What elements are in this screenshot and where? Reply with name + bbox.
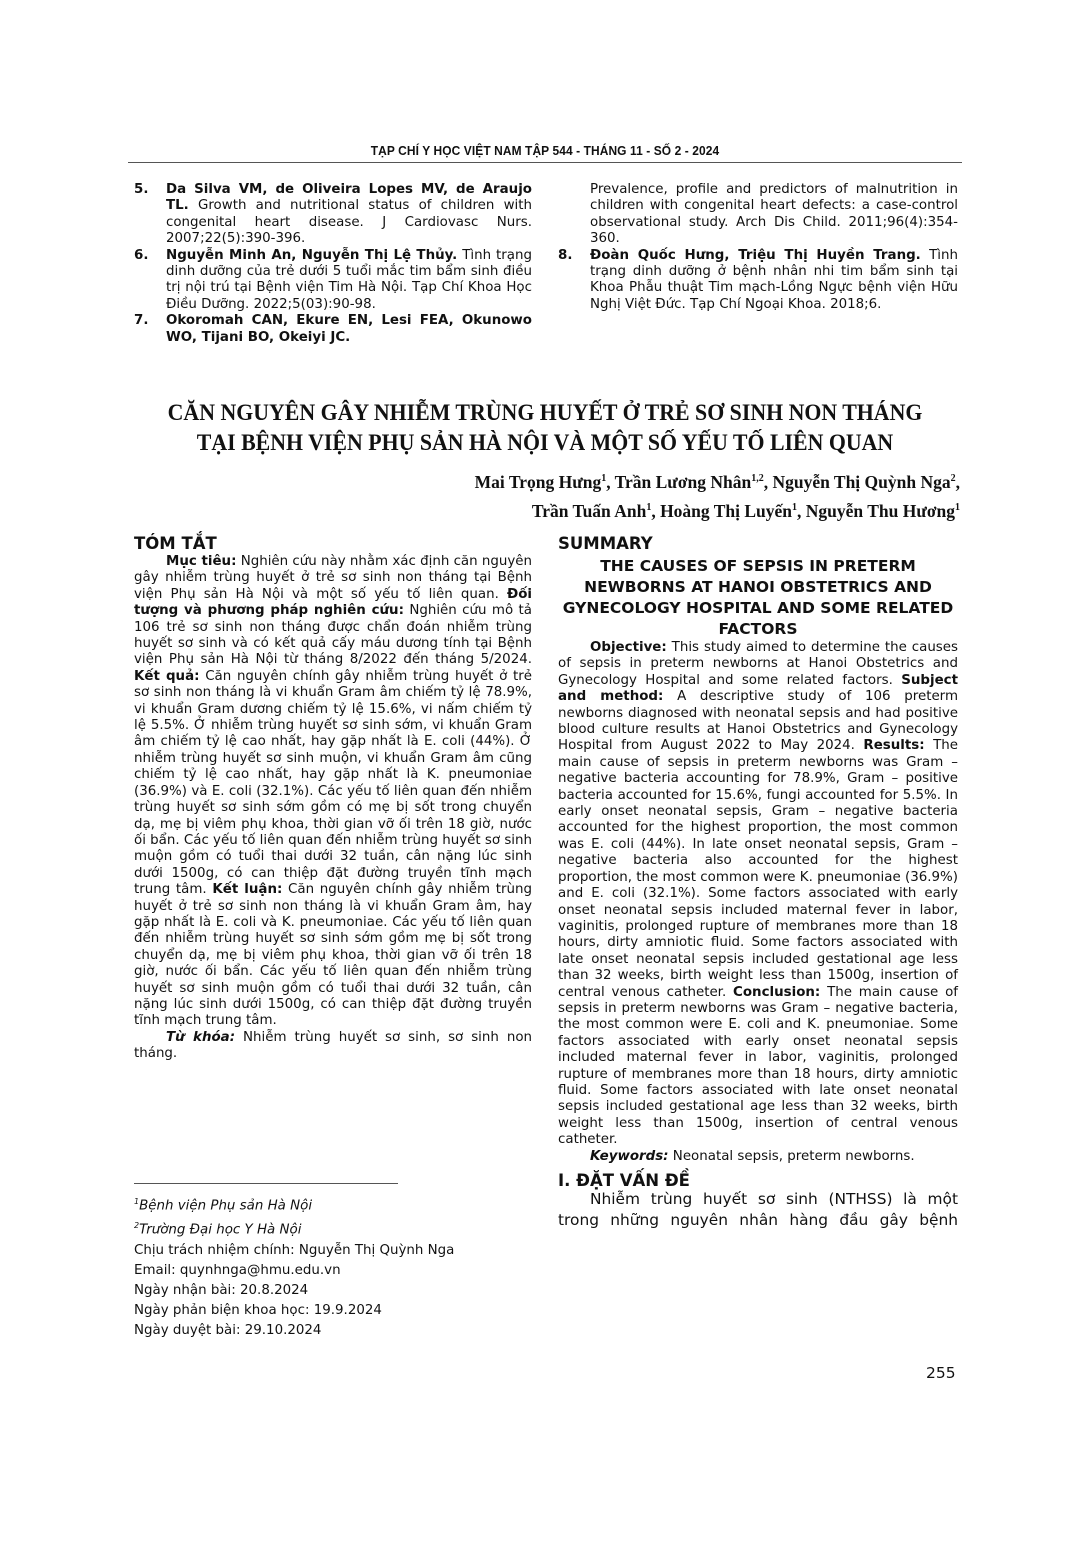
author-affiliation: 2 (950, 473, 956, 484)
keywords (134, 1030, 532, 1063)
author-name: Trần Lương Nhân (614, 471, 752, 492)
references-right (558, 182, 958, 313)
footnotes (134, 1192, 534, 1341)
corresponding-email: Email: quynhnga@hmu.edu.vn (134, 1262, 341, 1278)
conclusion-label: Kết luận: (212, 882, 283, 898)
keywords (558, 1149, 958, 1165)
reference-continuation: Prevalence, profile and predictors of malnutrition in children with congenital heart defects: a case-control observational study. Arch Dis Child. 2011;96(4):354-360. (590, 182, 958, 247)
affiliation-text: Trường Đại học Y Hà Nội (139, 1222, 302, 1238)
method-label: Đối tượng và phương pháp nghiên cứu: (134, 586, 532, 619)
author-affiliation: 1,2 (751, 473, 764, 484)
reference-text: Tình trạng dinh dưỡng của trẻ dưới 5 tuổi mắc tim bẩm sinh điều trị nội trú tại Bệnh viện Tim Hà Nội. Tạp Chí Khoa Học Điều Dưỡng. 2022;5(03):90-98. (166, 247, 532, 312)
abstract-english (558, 534, 958, 1231)
reference-item (134, 182, 532, 248)
date-accepted: Ngày duyệt bài: 29.10.2024 (134, 1322, 322, 1338)
objective-text: Nghiên cứu này nhằm xác định căn nguyên gây nhiễm trùng huyết ở trẻ sơ sinh non tháng tại Bệnh viện Phụ sản Hà Nội và một số yếu tố liên quan. (134, 554, 533, 602)
author-line (475, 495, 960, 524)
author-separator: , (955, 471, 960, 492)
results-text: The main cause of sepsis in preterm newborns was Gram – negative bacteria accounting for 78.9%, Gram – positive bacteria accounted for 15.6%, fungi accounted for 5.5%. In early onset neonatal sepsis, Gram – negative bacteria accounted for the highest proportion, the most common was E. coli (44%). In late onset neonatal sepsis, Gram – negative bacteria also accounted for the highest proportion, the most common were K. pneumoniae (36.9%) and E. coli (32.1%). Some factors associated with early onset neonatal sepsis included maternal fever in labor, vaginitis, prolonged rupture of membranes more than 18 hours, dirty amniotic fluid. Some factors associated with late onset neonatal sepsis included gestational age less than 32 weeks, birth weight less than 1500g, insertion of central venous catheter. (558, 738, 958, 1000)
introduction-text: Nhiễm trùng huyết sơ sinh (NTHSS) là một trong những nguyên nhân hàng đầu gây bệnh (558, 1190, 958, 1230)
date-received: Ngày nhận bài: 20.8.2024 (134, 1282, 309, 1298)
objective-text: This study aimed to determine the causes of sepsis in preterm newborns at Hanoi Obstetrics and Gynecology Hospital and some related factors. (558, 640, 958, 688)
method-text: A descriptive study of 106 preterm newborns diagnosed with neonatal sepsis and had positive blood culture results at Hanoi Obstetrics and Gynecology Hospital from August 2022 to May 2024. (558, 689, 958, 754)
reference-item (558, 248, 958, 314)
references-left (134, 182, 532, 346)
method-label: Subject and method: (558, 672, 958, 705)
keywords-label: Từ khóa: (166, 1029, 236, 1045)
author-separator: , (651, 500, 661, 521)
author-affiliation: 1 (646, 501, 652, 513)
results-label: Results: (863, 738, 925, 754)
results-label: Kết quả: (134, 668, 200, 684)
author-name: Mai Trọng Hưng (474, 471, 602, 492)
keywords-text: Neonatal sepsis, preterm newborns. (668, 1148, 915, 1164)
reference-body (166, 248, 532, 314)
summary-heading: SUMMARY (558, 534, 653, 553)
author-separator: , (797, 500, 806, 521)
keywords-text: Nhiễm trùng huyết sơ sinh, sơ sinh non tháng. (134, 1029, 533, 1062)
conclusion-label: Conclusion: (733, 984, 821, 1000)
reference-body (166, 313, 532, 346)
reference-authors: Da Silva VM, de Oliveira Lopes MV, de Araujo TL. (166, 182, 532, 214)
reference-authors: Nguyễn Minh An, Nguyễn Thị Lệ Thủy. (166, 247, 458, 263)
reference-authors: Okoromah CAN, Ekure EN, Lesi FEA, Okunowo WO, Tijani BO, Okeiyi JC. (166, 313, 532, 345)
author-separator: , (763, 471, 773, 492)
abstract-heading: TÓM TẮT (134, 534, 217, 553)
reference-text: Tình trạng dinh dưỡng ở bệnh nhân nhi tim bẩm sinh tại Khoa Phẫu thuật Tim mạch-Lồng Ngực bệnh viện Hữu Nghị Việt Đức. Tạp Chí Ngoại Khoa. 2018;6. (590, 247, 958, 312)
author-name: Hoàng Thị Luyến (660, 500, 793, 521)
author-affiliation: 1 (792, 501, 798, 513)
reference-body (590, 248, 958, 314)
keywords-label: Keywords: (590, 1148, 669, 1164)
affiliation-text: Bệnh viện Phụ sản Hà Nội (139, 1198, 313, 1214)
objective-label: Objective: (590, 640, 667, 655)
author-affiliation: 1 (601, 473, 607, 484)
author-name: Nguyễn Thu Hương (805, 500, 955, 521)
author-name: Nguyễn Thị Quỳnh Nga (772, 471, 951, 492)
corresponding-author: Chịu trách nhiệm chính: Nguyễn Thị Quỳnh Nga (134, 1242, 455, 1258)
reference-item (134, 248, 532, 314)
results-text: Căn nguyên chính gây nhiễm trùng huyết ở trẻ sơ sinh non tháng là vi khuẩn Gram âm chiếm tỷ lệ 78.9%, vi khuẩn Gram dương chiếm tỷ lệ 15.6%, vi nấm chiếm tỷ lệ 5.5%. Ở nhiễm trùng huyết sơ sinh sớm, vi khuẩn Gram âm chiếm tỷ lệ cao nhất, hay gặp nhất là E. coli (44%). Ở nhiễm trùng huyết sơ sinh muộn, vi khuẩn Gram âm cũng chiếm tỷ lệ cao nhất, hay gặp nhất là K. pneumoniae (36.9%) và E. coli (32.1%). Các yếu tố liên quan đến nhiễm trùng huyết sơ sinh sớm gồm có mẹ bị sốt trong chuyển dạ, mẹ bị viêm phụ khoa, thời gian vỡ ối trên 18 giờ, nước ối bẩn. Các yếu tố liên quan đến nhiễm trùng huyết sơ sinh muộn gồm có tuổi thai dưới 32 tuần, cân nặng lúc sinh dưới 1500g, có can thiệp đặt đường truyền tĩnh mạch trung tâm. (134, 668, 532, 898)
running-header: TẠP CHÍ Y HỌC VIỆT NAM TẬP 544 - THÁNG 11 - SỐ 2 - 2024 (370, 143, 720, 158)
reference-authors: Đoàn Quốc Hưng, Triệu Thị Huyền Trang. (590, 247, 921, 263)
method-text: Nghiên cứu mô tả 106 trẻ sơ sinh non tháng được chẩn đoán nhiễm trùng huyết sơ sinh và có kết quả cấy máu dương tính tại Bệnh viện Phụ sản Hà Nội từ tháng 8/2022 đến tháng 5/2024. (134, 603, 532, 668)
author-affiliation: 1 (955, 501, 960, 513)
date-reviewed: Ngày phản biện khoa học: 19.9.2024 (134, 1302, 382, 1318)
header-divider (128, 162, 962, 163)
affiliation-2: $^2$Trường Đại học Y Hà Nội (134, 1221, 302, 1238)
reference-number: 5. (134, 182, 149, 197)
article-title-line: TẠI BỆNH VIỆN PHỤ SẢN HÀ NỘI VÀ MỘT SỐ YẾU TỐ LIÊN QUAN (196, 430, 894, 456)
affiliation-1: $^1$Bệnh viện Phụ sản Hà Nội (134, 1197, 313, 1214)
author-separator: , (606, 471, 615, 492)
author-line (475, 466, 960, 495)
summary-paragraph (558, 640, 958, 1149)
abstract-paragraph (134, 554, 532, 1030)
footnote-divider (134, 1183, 398, 1184)
author-name: Trần Tuấn Anh (531, 500, 647, 521)
reference-text: Growth and nutritional status of children with congenital heart disease. J Cardiovasc Nurs. 2007;22(5):390-396. (166, 198, 532, 247)
article-title-line: CĂN NGUYÊN GÂY NHIỄM TRÙNG HUYẾT Ở TRẺ SƠ SINH NON THÁNG (167, 400, 923, 426)
reference-number: 8. (558, 247, 573, 263)
author-list (475, 466, 960, 524)
abstract-vietnamese (134, 534, 532, 1063)
english-title: THE CAUSES OF SEPSIS IN PRETERM NEWBORNS AT HANOI OBSTETRICS AND GYNECOLOGY HOSPITAL AND SOME RELATED FACTORS (562, 557, 954, 638)
objective-label: Mục tiêu: (166, 554, 237, 569)
reference-number: 6. (134, 247, 149, 263)
reference-item (134, 313, 532, 346)
introduction-heading: I. ĐẶT VẤN ĐỀ (558, 1171, 690, 1190)
conclusion-text: Căn nguyên chính gây nhiễm trùng huyết ở trẻ sơ sinh non tháng là vi khuẩn Gram âm, hay gặp nhất là E. coli và K. pneumoniae. Các yếu tố liên quan đến nhiễm trùng huyết sơ sinh sớm gồm mẹ bị sốt trong chuyển dạ, mẹ bị viêm phụ khoa, thời gian vỡ ối trên 18 giờ, nước ối bẩn. Các yếu tố liên quan đến nhiễm trùng huyết sơ sinh muộn gồm có tuổi thai dưới 32 tuần, cân nặng lúc sinh dưới 1500g, có can thiệp đặt đường truyền tĩnh mạch trung tâm. (134, 882, 532, 1029)
page-number: 255 (926, 1364, 956, 1382)
reference-body (166, 182, 532, 248)
article-title (157, 398, 933, 458)
reference-number: 7. (134, 313, 149, 329)
conclusion-text: The main cause of sepsis in preterm newborns was Gram – negative bacteria, the most common were E. coli and K. pneumoniae. Some factors associated with early onset neonatal sepsis included maternal fever in labor, vaginitis, prolonged rupture of membranes more than 18 hours, dirty amniotic fluid. Some factors associated with late onset neonatal sepsis included gestational age less than 32 weeks, birth weight less than 1500g, insertion of central venous catheter. (558, 984, 958, 1148)
